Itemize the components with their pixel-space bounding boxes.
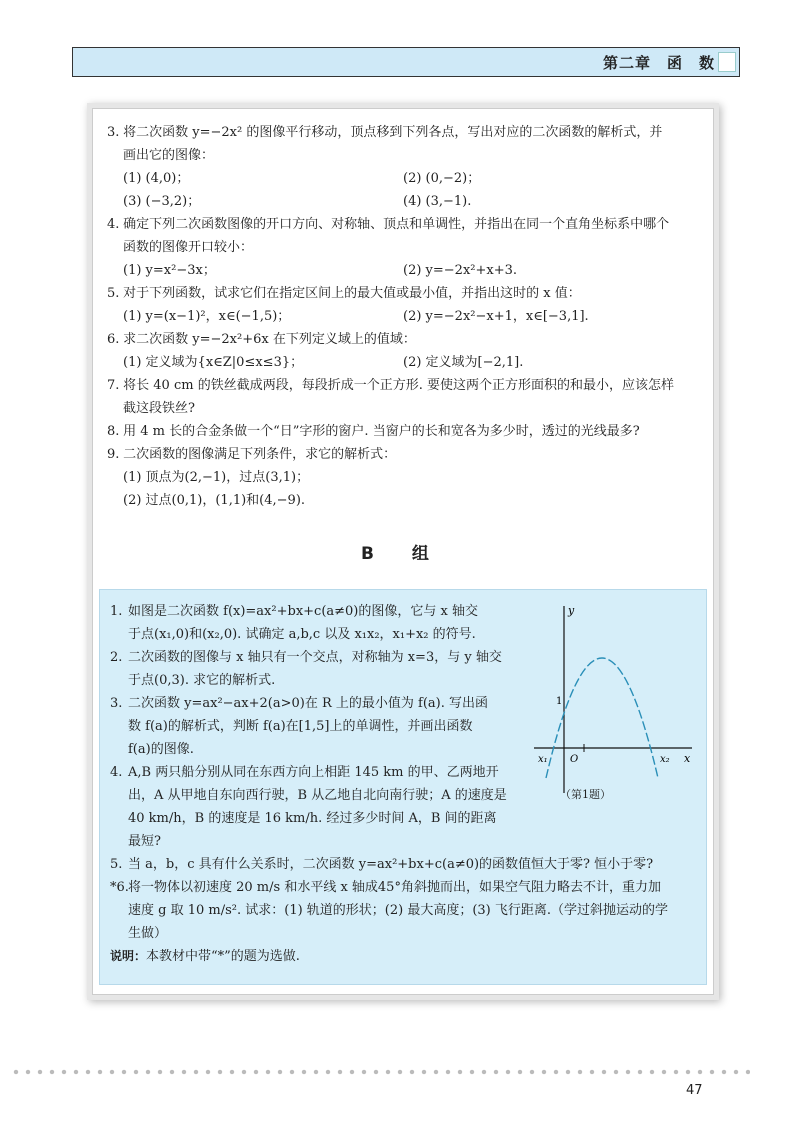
group-b-item-line	[110, 853, 696, 876]
exercise-number: 3.	[107, 125, 120, 140]
exercise-text: 将长 40 cm 的铁丝截成两段，每段折成一个正方形. 要使这两个正方形面积的和最小，应该怎样	[123, 378, 674, 393]
sub-question: (2) 过点(0,1)，(1,1)和(4,−9).	[123, 493, 306, 508]
exercise-text: 确定下列二次函数图像的开口方向、对称轴、顶点和单调性，并指出在同一个直角坐标系中哪个	[123, 217, 670, 232]
sub-question: (1) (4,0)；	[123, 171, 190, 186]
group-b-item-line	[110, 669, 538, 692]
group-b-item-text: 生做）	[128, 926, 168, 941]
sub-question-row	[107, 190, 697, 213]
exercise-text-continued: 函数的图像开口较小：	[123, 240, 254, 255]
exercise-item	[107, 420, 697, 443]
group-b-item-text: 二次函数 y=ax²−ax+2(a>0)在 R 上的最小值为 f(a). 写出函	[128, 696, 489, 711]
group-b-item-line	[110, 876, 696, 899]
parabola-figure	[532, 598, 696, 798]
exercise-text: 二次函数的图像满足下列条件，求它的解析式：	[123, 447, 397, 462]
x-axis-label: x	[684, 752, 691, 765]
group-b-item-number: 4.	[110, 765, 123, 780]
group-b-item-text: 将一物体以初速度 20 m/s 和水平线 x 轴成45°角斜抛而出，如果空气阻力略去不计，重力加	[128, 880, 661, 895]
sub-question: (1) y=x²−3x；	[123, 263, 216, 278]
exercise-item	[107, 282, 697, 305]
group-b-box	[99, 589, 707, 985]
header-decoration	[718, 52, 736, 72]
exercise-page	[92, 108, 714, 995]
sub-question-row	[107, 259, 697, 282]
sub-question: (4) (3,−1).	[403, 194, 472, 209]
exercise-item	[107, 213, 697, 236]
exercise-text-continued: 画出它的图像：	[123, 148, 215, 163]
dotted-divider	[10, 1068, 750, 1076]
group-a-exercises	[107, 121, 697, 512]
exercise-number: 8.	[107, 424, 120, 439]
sub-question: (1) 顶点为(2,−1)，过点(3,1)；	[123, 470, 310, 485]
group-b-item-text: A,B 两只船分别从同在东西方向上相距 145 km 的甲、乙两地开	[128, 765, 499, 780]
group-b-item-line	[110, 830, 538, 853]
sub-question: (2) (0,−2)；	[403, 171, 481, 186]
group-b-item-text: 于点(x₁,0)和(x₂,0). 试确定 a,b,c 以及 x₁x₂，x₁+x₂ 的符号.	[128, 627, 476, 642]
group-b-item-line	[110, 646, 520, 669]
group-b-item-number: 1.	[110, 604, 123, 619]
exercise-item	[107, 121, 697, 144]
y-axis-label: y	[568, 604, 575, 617]
group-b-item-line	[110, 922, 696, 945]
exercise-number: 9.	[107, 447, 120, 462]
exercise-item	[107, 443, 697, 466]
x2-label: x₂	[660, 754, 670, 765]
group-b-title: B 组	[361, 544, 445, 564]
group-b-item-line	[110, 600, 520, 623]
sub-question: (2) 定义域为[−2,1].	[403, 355, 524, 370]
group-b-item-text: 于点(0,3). 求它的解析式.	[128, 673, 276, 688]
exercise-number: 6.	[107, 332, 120, 347]
group-b-item-text: 如图是二次函数 f(x)=ax²+bx+c(a≠0)的图像，它与 x 轴交	[128, 604, 478, 619]
sub-question-row	[107, 466, 697, 489]
y-one-label: 1	[556, 696, 563, 707]
sub-question-row	[107, 489, 697, 512]
figure-caption: （第1题）	[560, 788, 611, 801]
note-label: 说明：	[110, 949, 147, 963]
x1-label: x₁	[538, 754, 548, 765]
note	[110, 945, 696, 968]
exercise-number: 4.	[107, 217, 120, 232]
group-b-item-line	[110, 807, 538, 830]
sub-question-row	[107, 167, 697, 190]
group-b-item-line	[110, 761, 520, 784]
sub-question: (1) 定义域为{x∈Z|0≤x≤3}；	[123, 355, 304, 370]
sub-question: (2) y=−2x²−x+1，x∈[−3,1].	[403, 309, 589, 324]
group-b-item-text: 速度 g 取 10 m/s². 试求：(1) 轨道的形状；(2) 最大高度；(3) 飞行距离.（学过斜抛运动的学	[128, 903, 669, 918]
exercise-text: 用 4 m 长的合金条做一个“日”字形的窗户. 当窗户的长和宽各为多少时，透过的光线最多?	[123, 424, 640, 439]
group-b-item-number: *6.	[110, 880, 129, 895]
exercise-number: 7.	[107, 378, 120, 393]
group-b-item-text: 出，A 从甲地自东向西行驶，B 从乙地自北向南行驶；A 的速度是	[128, 788, 507, 803]
group-b-item-text: 40 km/h，B 的速度是 16 km/h. 经过多少时间 A，B 间的距离	[128, 811, 497, 826]
note-text: 本教材中带“*”的题为选做.	[146, 949, 300, 964]
exercise-number: 5.	[107, 286, 120, 301]
sub-question: (3) (−3,2)；	[123, 194, 201, 209]
group-b-item-line	[110, 715, 538, 738]
group-b-item-text: 当 a，b，c 具有什么关系时，二次函数 y=ax²+bx+c(a≠0)的函数值恒大于零? 恒小于零?	[128, 857, 654, 872]
sub-question: (1) y=(x−1)²，x∈(−1,5)；	[123, 309, 291, 324]
sub-question: (2) y=−2x²+x+3.	[403, 263, 518, 278]
exercise-text: 对于下列函数，试求它们在指定区间上的最大值或最小值，并指出这时的 x 值：	[123, 286, 581, 301]
sub-question-row	[107, 351, 697, 374]
group-b-item-number: 3.	[110, 696, 123, 711]
group-b-item-line	[110, 738, 538, 761]
group-b-item-text: f(a)的图像.	[128, 742, 194, 757]
exercise-item	[107, 328, 697, 351]
page-number: 47	[686, 1083, 703, 1098]
exercise-item	[107, 374, 697, 397]
group-b-item-line	[110, 692, 520, 715]
group-b-item-text: 数 f(a)的解析式，判断 f(a)在[1,5]上的单调性，并画出函数	[128, 719, 473, 734]
group-b-item-line	[110, 623, 538, 646]
chapter-title: 第二章 函 数	[602, 54, 715, 72]
group-b-item-line	[110, 784, 538, 807]
exercise-text: 求二次函数 y=−2x²+6x 在下列定义域上的值域：	[123, 332, 416, 347]
chapter-header	[72, 47, 740, 77]
exercise-text: 将二次函数 y=−2x² 的图像平行移动，顶点移到下列各点，写出对应的二次函数的解析式，并	[123, 125, 663, 140]
group-b-item-text: 最短?	[128, 834, 161, 849]
group-b-item-number: 2.	[110, 650, 123, 665]
group-b-item-text: 二次函数的图像与 x 轴只有一个交点，对称轴为 x=3，与 y 轴交	[128, 650, 502, 665]
sub-question-row	[107, 305, 697, 328]
parabola-curve	[546, 658, 658, 778]
group-b-item-number: 5.	[110, 857, 123, 872]
exercise-text-continued: 截这段铁丝?	[123, 401, 195, 416]
origin-label: O	[570, 754, 579, 765]
group-b-item-line	[110, 899, 696, 922]
